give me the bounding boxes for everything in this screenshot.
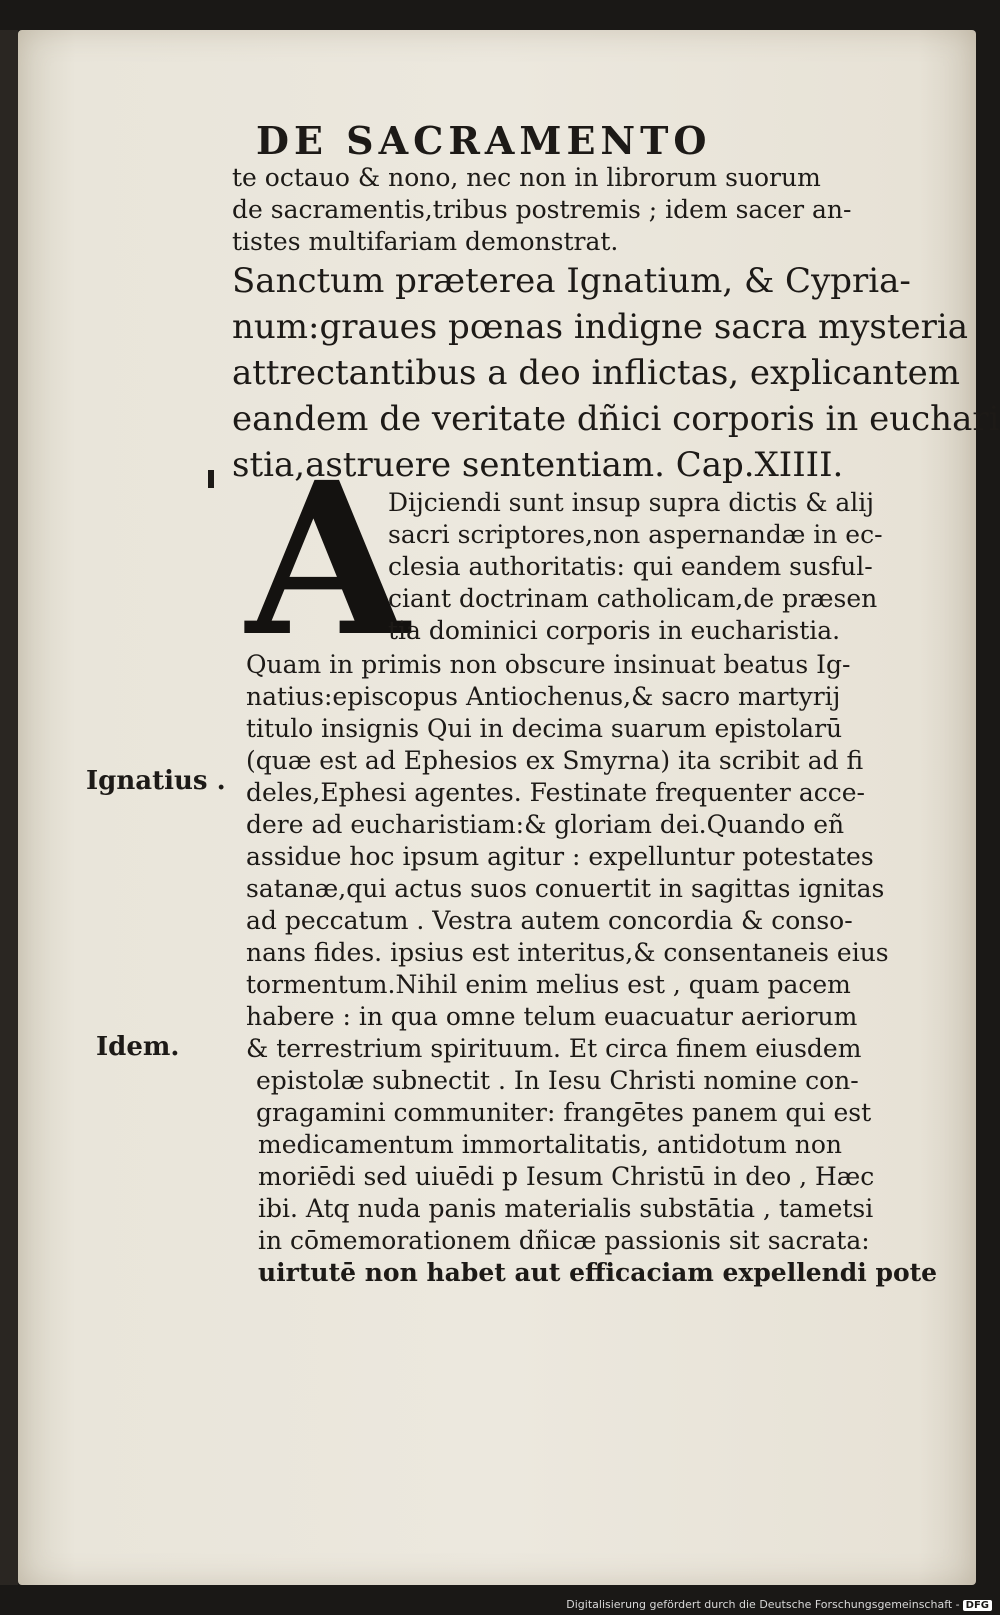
chapter-heading-line: stia,astruere sententiam. Cap.XIIII. xyxy=(232,445,844,485)
book-binding xyxy=(0,30,18,1585)
text-line: in cōmemorationem dñicæ passionis sit sacrata: xyxy=(258,1226,870,1255)
text-line: dere ad eucharistiam:& gloriam dei.Quando eñ xyxy=(246,810,845,839)
text-line: te octauo & nono, nec non in librorum suorum xyxy=(232,163,821,192)
chapter-heading-line: eandem de veritate dñici corporis in euchari xyxy=(232,399,1000,439)
text-line: sacri scriptores,non aspernandæ in ec- xyxy=(388,520,883,549)
text-line: tia dominici corporis in eucharistia. xyxy=(388,616,841,645)
text-line: medicamentum immortalitatis, antidotum non xyxy=(258,1130,843,1159)
chapter-heading-line: Sanctum præterea Ignatium, & Cypria- xyxy=(232,261,911,301)
margin-note-idem: Idem. xyxy=(96,1032,180,1062)
text-line: habere : in qua omne telum euacuatur aeriorum xyxy=(246,1002,858,1031)
text-line: natius:episcopus Antiochenus,& sacro martyrij xyxy=(246,682,841,711)
dfg-logo: DFG xyxy=(963,1600,992,1611)
text-line: clesia authoritatis: qui eandem susful- xyxy=(388,552,873,581)
text-line: moriēdi sed uiuēdi p Iesum Christū in deo , Hæc xyxy=(258,1162,875,1191)
text-line: de sacramentis,tribus postremis ; idem sacer an- xyxy=(232,195,852,224)
text-line: deles,Ephesi agentes. Festinate frequenter acce- xyxy=(246,778,865,807)
text-line: & terrestrium spirituum. Et circa finem eiusdem xyxy=(246,1034,862,1063)
text-line: Dijciendi sunt insup supra dictis & alij xyxy=(388,488,875,517)
text-line: ibi. Atq nuda panis materialis substātia , tametsi xyxy=(258,1194,874,1223)
chapter-heading-line: attrectantibus a deo inflictas, explicantem xyxy=(232,353,960,393)
footer-text: Digitalisierung gefördert durch die Deutsche Forschungsgemeinschaft - xyxy=(566,1598,960,1611)
text-line: tormentum.Nihil enim melius est , quam pacem xyxy=(246,970,851,999)
text-line: epistolæ subnectit . In Iesu Christi nomine con- xyxy=(256,1066,859,1095)
margin-note-ignatius: Ignatius . xyxy=(86,766,226,796)
text-line: uirtutē non habet aut efficaciam expellendi pote xyxy=(258,1258,938,1287)
text-line: ad peccatum . Vestra autem concordia & conso- xyxy=(246,906,853,935)
text-line: Quam in primis non obscure insinuat beatus Ig- xyxy=(246,650,851,679)
text-line: satanæ,qui actus suos conuertit in sagittas ignitas xyxy=(246,874,885,903)
text-line: ciant doctrinam catholicam,de præsen xyxy=(388,584,878,613)
text-line: nans fides. ipsius est interitus,& consentaneis eius xyxy=(246,938,889,967)
running-head: DE SACRAMENTO xyxy=(256,118,712,163)
printer-mark xyxy=(208,470,214,488)
text-line: gragamini communiter: frangētes panem qui est xyxy=(256,1098,872,1127)
digitization-footer xyxy=(566,1598,992,1611)
drop-cap-initial: A xyxy=(246,436,409,683)
chapter-heading-line: num:graues pœnas indigne sacra mysteria xyxy=(232,307,969,347)
text-line: tistes multifariam demonstrat. xyxy=(232,227,619,256)
text-line: (quæ est ad Ephesios ex Smyrna) ita scribit ad fi xyxy=(246,746,864,775)
text-line: titulo insignis Qui in decima suarum epistolarū xyxy=(246,714,843,743)
text-line: assidue hoc ipsum agitur : expelluntur potestates xyxy=(246,842,874,871)
